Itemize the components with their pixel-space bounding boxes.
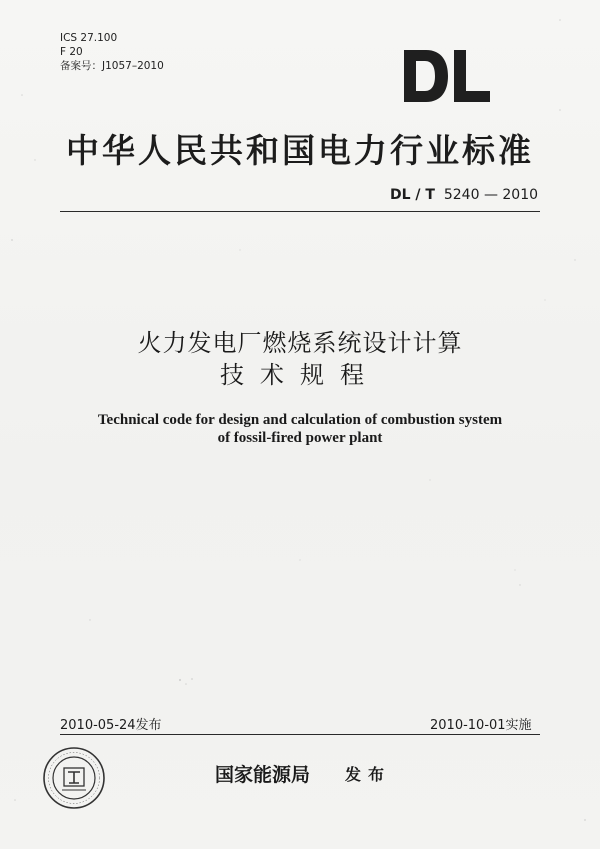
chinese-title-line-1: 火力发电厂燃烧系统设计计算 (137, 329, 463, 357)
standard-number (390, 187, 538, 203)
record-number: 备案号：J1057–2010 (60, 60, 164, 72)
chinese-title-line-2: 技术规程 (220, 361, 380, 389)
standard-prefix: DL / T (390, 187, 435, 203)
dl-logo (402, 48, 492, 104)
standard-number-value: 5240 — 2010 (443, 187, 539, 203)
issue-verb: 发布 (345, 765, 392, 784)
issuing-authority: 国家能源局 (215, 764, 311, 786)
footer-divider (60, 734, 540, 735)
header-divider (60, 211, 540, 212)
english-title-line-2: of fossil-fired power plant (217, 430, 383, 446)
ccs-code: F 20 (60, 46, 83, 58)
standard-category-title: 中华人民共和国电力行业标准 (66, 131, 534, 170)
implementation-date: 2010-10-01实施 (430, 718, 532, 733)
issue-date: 2010-05-24发布 (60, 718, 162, 733)
english-title-line-1: Technical code for design and calculation of combustion system (97, 412, 503, 428)
standards-press-seal-icon (42, 746, 106, 810)
ics-code: ICS 27.100 (60, 32, 118, 44)
